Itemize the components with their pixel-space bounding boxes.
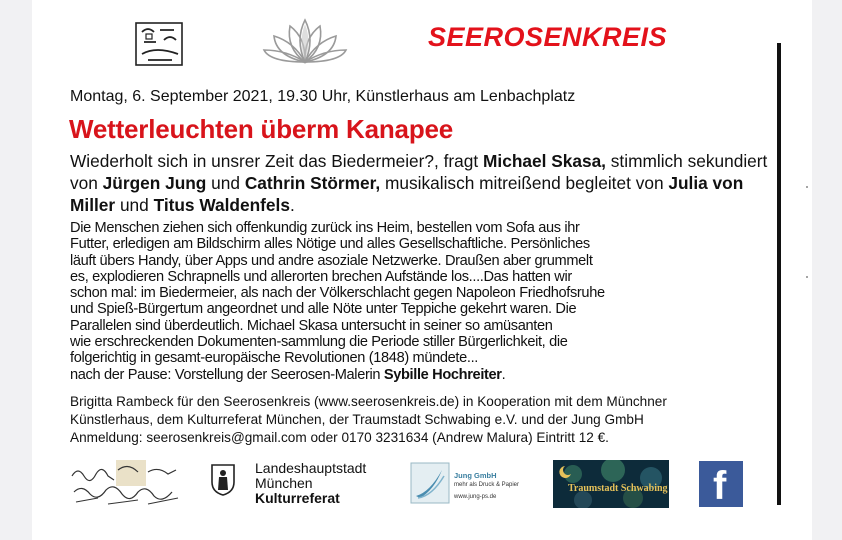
intro-text: . (289, 195, 295, 215)
body-line: Futter, erledigen am Bildschirm alles Nötige und alles Gesellschaftliche. Persönliches (70, 236, 590, 253)
mark (806, 186, 808, 188)
body-line (70, 367, 790, 383)
body-line: schon mal: im Biedermeier, als nach der Völkerschlacht gegen Napoleon Friedhofsruhe (70, 285, 605, 302)
organizer-info (70, 393, 770, 447)
jung-url: www.jung-ps.de (454, 494, 497, 500)
intro-text: und (115, 195, 154, 215)
intro-text: musikalisch mitreißend begleitet von (380, 173, 669, 193)
brand-title: SEEROSENKREIS (428, 22, 668, 52)
body-line: es, explodieren Schrapnells und allerorten brechen Aufstände los....Das hatten wir (70, 268, 572, 285)
department-name: Kulturreferat (255, 490, 340, 506)
mark (806, 276, 808, 278)
body-line: wie erschreckenden Dokumenten-sammlung die Periode stiller Bürgerlichkeit, die (70, 334, 568, 351)
person-name: Jürgen Jung (102, 173, 207, 193)
seerosenkreis-sketch-logo (134, 20, 186, 68)
lotus-logo (262, 16, 348, 66)
intro-text: und (206, 173, 245, 193)
city-line: Landeshauptstadt (255, 460, 367, 476)
body-text: nach der Pause: Vorstellung der Seerosen-Malerin (70, 366, 384, 383)
event-title: Wetterleuchten überm Kanapee (69, 114, 454, 144)
jung-name: Jung GmbH (454, 471, 497, 480)
body-line: folgerichtig in gesamt-europäische Revolutionen (1848) mündete... (70, 350, 479, 367)
body-line: und Spieß-Bürgertum angeordnet und alle Nöte unter Teppiche gekehrt waren. Die (70, 301, 577, 318)
intro-paragraph (70, 150, 770, 216)
kuenstlerhaus-logo (68, 458, 188, 510)
info-line: Brigitta Rambeck für den Seerosenkreis (www.seerosenkreis.de) in Kooperation mit dem Münchner (70, 394, 667, 409)
person-name: Titus Waldenfels (153, 195, 290, 215)
person-name: Michael Skasa, (483, 151, 606, 171)
traumstadt-label: Traumstadt Schwabing (568, 483, 668, 494)
city-line (255, 491, 366, 506)
description-paragraph (70, 220, 790, 383)
body-line: Parallelen sind überdeutlich. Michael Skasa untersucht in seiner so amüsanten (70, 317, 553, 334)
artist-name: Sybille Hochreiter (383, 366, 502, 383)
body-line: läuft übers Handy, über Apps und andre asoziale Netzwerke. Draußen aber grummelt (70, 252, 593, 269)
city-line: München (255, 475, 313, 491)
event-date-line: Montag, 6. September 2021, 19.30 Uhr, Künstlerhaus am Lenbachplatz (70, 88, 576, 105)
city-culture-label (255, 461, 366, 506)
intro-text: Wiederholt sich in unsrer Zeit das Biedermeier?, fragt (70, 151, 484, 171)
intro-text: stimmlich sekundiert von (70, 151, 768, 193)
person-name: Julia von Miller (70, 173, 744, 215)
facebook-glyph: f (713, 464, 727, 508)
body-text: . (501, 366, 506, 383)
info-line: Anmeldung: seerosenkreis@gmail.com oder 0170 3231634 (Andrew Malura) Eintritt 12 €. (70, 430, 609, 445)
munich-coat-of-arms-icon (210, 462, 236, 496)
body-line: Die Menschen ziehen sich offenkundig zurück ins Heim, bestellen vom Sofa aus ihr (70, 220, 580, 236)
jung-swoosh-icon (410, 462, 450, 504)
person-name: Cathrin Störmer, (244, 173, 381, 193)
jung-tagline: mehr als Druck & Papier (454, 482, 520, 488)
info-line: Künstlerhaus, dem Kulturreferat München, der Traumstadt Schwabing e.V. und der Jung GmbH (70, 412, 644, 427)
